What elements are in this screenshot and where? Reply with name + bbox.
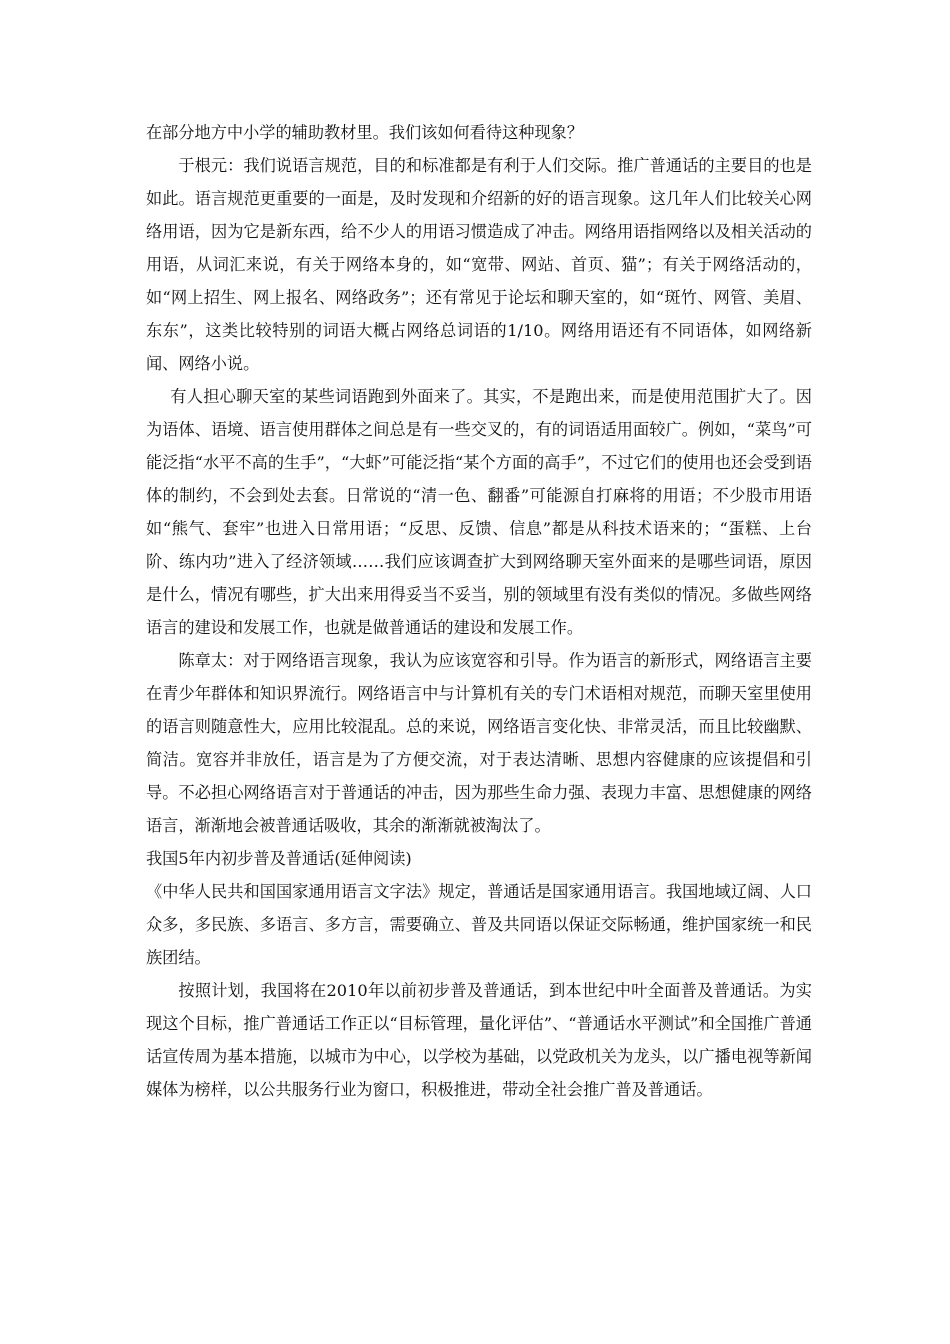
paragraph-plan: 按照计划，我国将在2010年以前初步普及普通话，到本世纪中叶全面普及普通话。为实现这个目标，推广普通话工作正以“目标管理，量化评估”、“普通话水平测试”和全国推广普通话宣传周为基本措施，以城市为中心，以学校为基础，以党政机关为龙头，以广播电视等新闻媒体为榜样，以公共服务行业为窗口，积极推进，带动全社会推广普及普通话。	[146, 981, 812, 1099]
document-body	[146, 116, 812, 1106]
paragraph-chen-zhangtai: 陈章太：对于网络语言现象，我认为应该宽容和引导。作为语言的新形式，网络语言主要在青少年群体和知识界流行。网络语言中与计算机有关的专门术语相对规范，而聊天室里使用的语言则随意性大，应用比较混乱。总的来说，网络语言变化快、非常灵活，而且比较幽默、简洁。宽容并非放任，语言是为了方便交流，对于表达清晰、思想内容健康的应该提倡和引导。不必担心网络语言对于普通话的冲击，因为那些生命力强、表现力丰富、思想健康的网络语言，渐渐地会被普通话吸收，其余的渐渐就被淘汰了。	[146, 651, 812, 835]
paragraph-language-law: 《中华人民共和国国家通用语言文字法》规定，普通话是国家通用语言。我国地域辽阔、人口众多，多民族、多语言、多方言，需要确立、普及共同语以保证交际畅通，维护国家统一和民族团结。	[146, 882, 812, 967]
section-heading: 我国5年内初步普及普通话(延伸阅读)	[146, 849, 412, 868]
paragraph-continuation: 在部分地方中小学的辅助教材里。我们该如何看待这种现象？	[146, 123, 584, 142]
paragraph-yu-genyuan: 于根元：我们说语言规范，目的和标准都是有利于人们交际。推广普通话的主要目的也是如此。语言规范更重要的一面是，及时发现和介绍新的好的语言现象。这几年人们比较关心网络用语，因为它是新东西，给不少人的用语习惯造成了冲击。网络用语指网络以及相关活动的用语，从词汇来说，有关于网络本身的，如“宽带、网站、首页、猫”；有关于网络活动的，如“网上招生、网上报名、网络政务”；还有常见于论坛和聊天室的，如“斑竹、网管、美眉、东东”，这类比较特别的词语大概占网络总词语的1/10。网络用语还有不同语体，如网络新闻、网络小说。	[146, 156, 812, 373]
paragraph-chat-room-words: 有人担心聊天室的某些词语跑到外面来了。其实，不是跑出来，而是使用范围扩大了。因为语体、语境、语言使用群体之间总是有一些交叉的，有的词语适用面较广。例如，“菜鸟”可能泛指“水平不高的生手”，“大虾”可能泛指“某个方面的高手”，不过它们的使用也还会受到语体的制约，不会到处去套。日常说的“清一色、翻番”可能源自打麻将的用语；不少股市用语如“熊气、套牢”也进入日常用语；“反思、反馈、信息”都是从科技术语来的；“蛋糕、上台阶、练内功”进入了经济领域……我们应该调查扩大到网络聊天室外面来的是哪些词语，原因是什么，情况有哪些，扩大出来用得妥当不妥当，别的领域里有没有类似的情况。多做些网络语言的建设和发展工作，也就是做普通话的建设和发展工作。	[146, 387, 812, 637]
